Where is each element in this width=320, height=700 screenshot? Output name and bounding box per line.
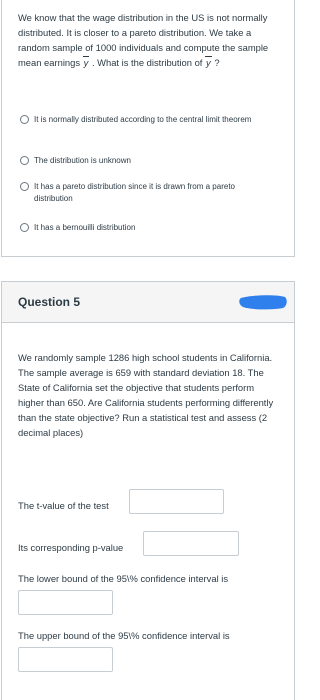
- question-4-text-part-1: We know that the wage distribution in the US is not normally distributed. It is closer to a pareto distribution. We take a random sample of 1000 individuals and compute the sample mean earnings: [18, 12, 269, 68]
- redaction-mark: [238, 294, 288, 310]
- ybar-symbol: y: [83, 57, 89, 68]
- upper-bound-input[interactable]: [18, 647, 113, 672]
- radio-button[interactable]: [20, 115, 29, 124]
- p-value-label: Its corresponding p-value: [18, 542, 124, 553]
- lower-bound-label: The lower bound of the 95\% confidence interval is: [18, 573, 229, 584]
- question-title: Question 5: [18, 295, 81, 309]
- question-4-text-part-2: . What is the distribution of: [91, 57, 203, 68]
- upper-bound-label: The upper bound of the 95\% confidence interval is: [18, 630, 230, 641]
- question-4-card: [1, 0, 295, 257]
- question-5-text: We randomly sample 1286 high school students in California. The sample average is 659 with standard deviation 18. The State of California set the objective that students perform higher than 650. Are California students performing differently than the state objective? Run a statistical test and assess (2 decimal places): [18, 352, 274, 438]
- t-value-label: The t-value of the test: [18, 500, 109, 511]
- option-label: It is normally distributed according to the central limit theorem: [34, 115, 252, 124]
- option-label: The distribution is unknown: [34, 156, 131, 165]
- option-label: It has a pareto distribution since it is drawn from a pareto distribution: [34, 182, 235, 203]
- question-5-card: [1, 281, 295, 700]
- question-4-text-part-3: ?: [214, 57, 220, 68]
- question-4-text: [18, 10, 282, 70]
- option-label: It has a bernouilli distribution: [34, 223, 136, 232]
- radio-button[interactable]: [20, 223, 29, 232]
- radio-button[interactable]: [20, 156, 29, 165]
- ybar-symbol-2: y: [206, 57, 211, 68]
- t-value-input[interactable]: [129, 489, 224, 514]
- question-header: [2, 282, 294, 323]
- radio-button[interactable]: [20, 182, 29, 191]
- lower-bound-input[interactable]: [18, 590, 113, 615]
- p-value-input[interactable]: [143, 531, 239, 556]
